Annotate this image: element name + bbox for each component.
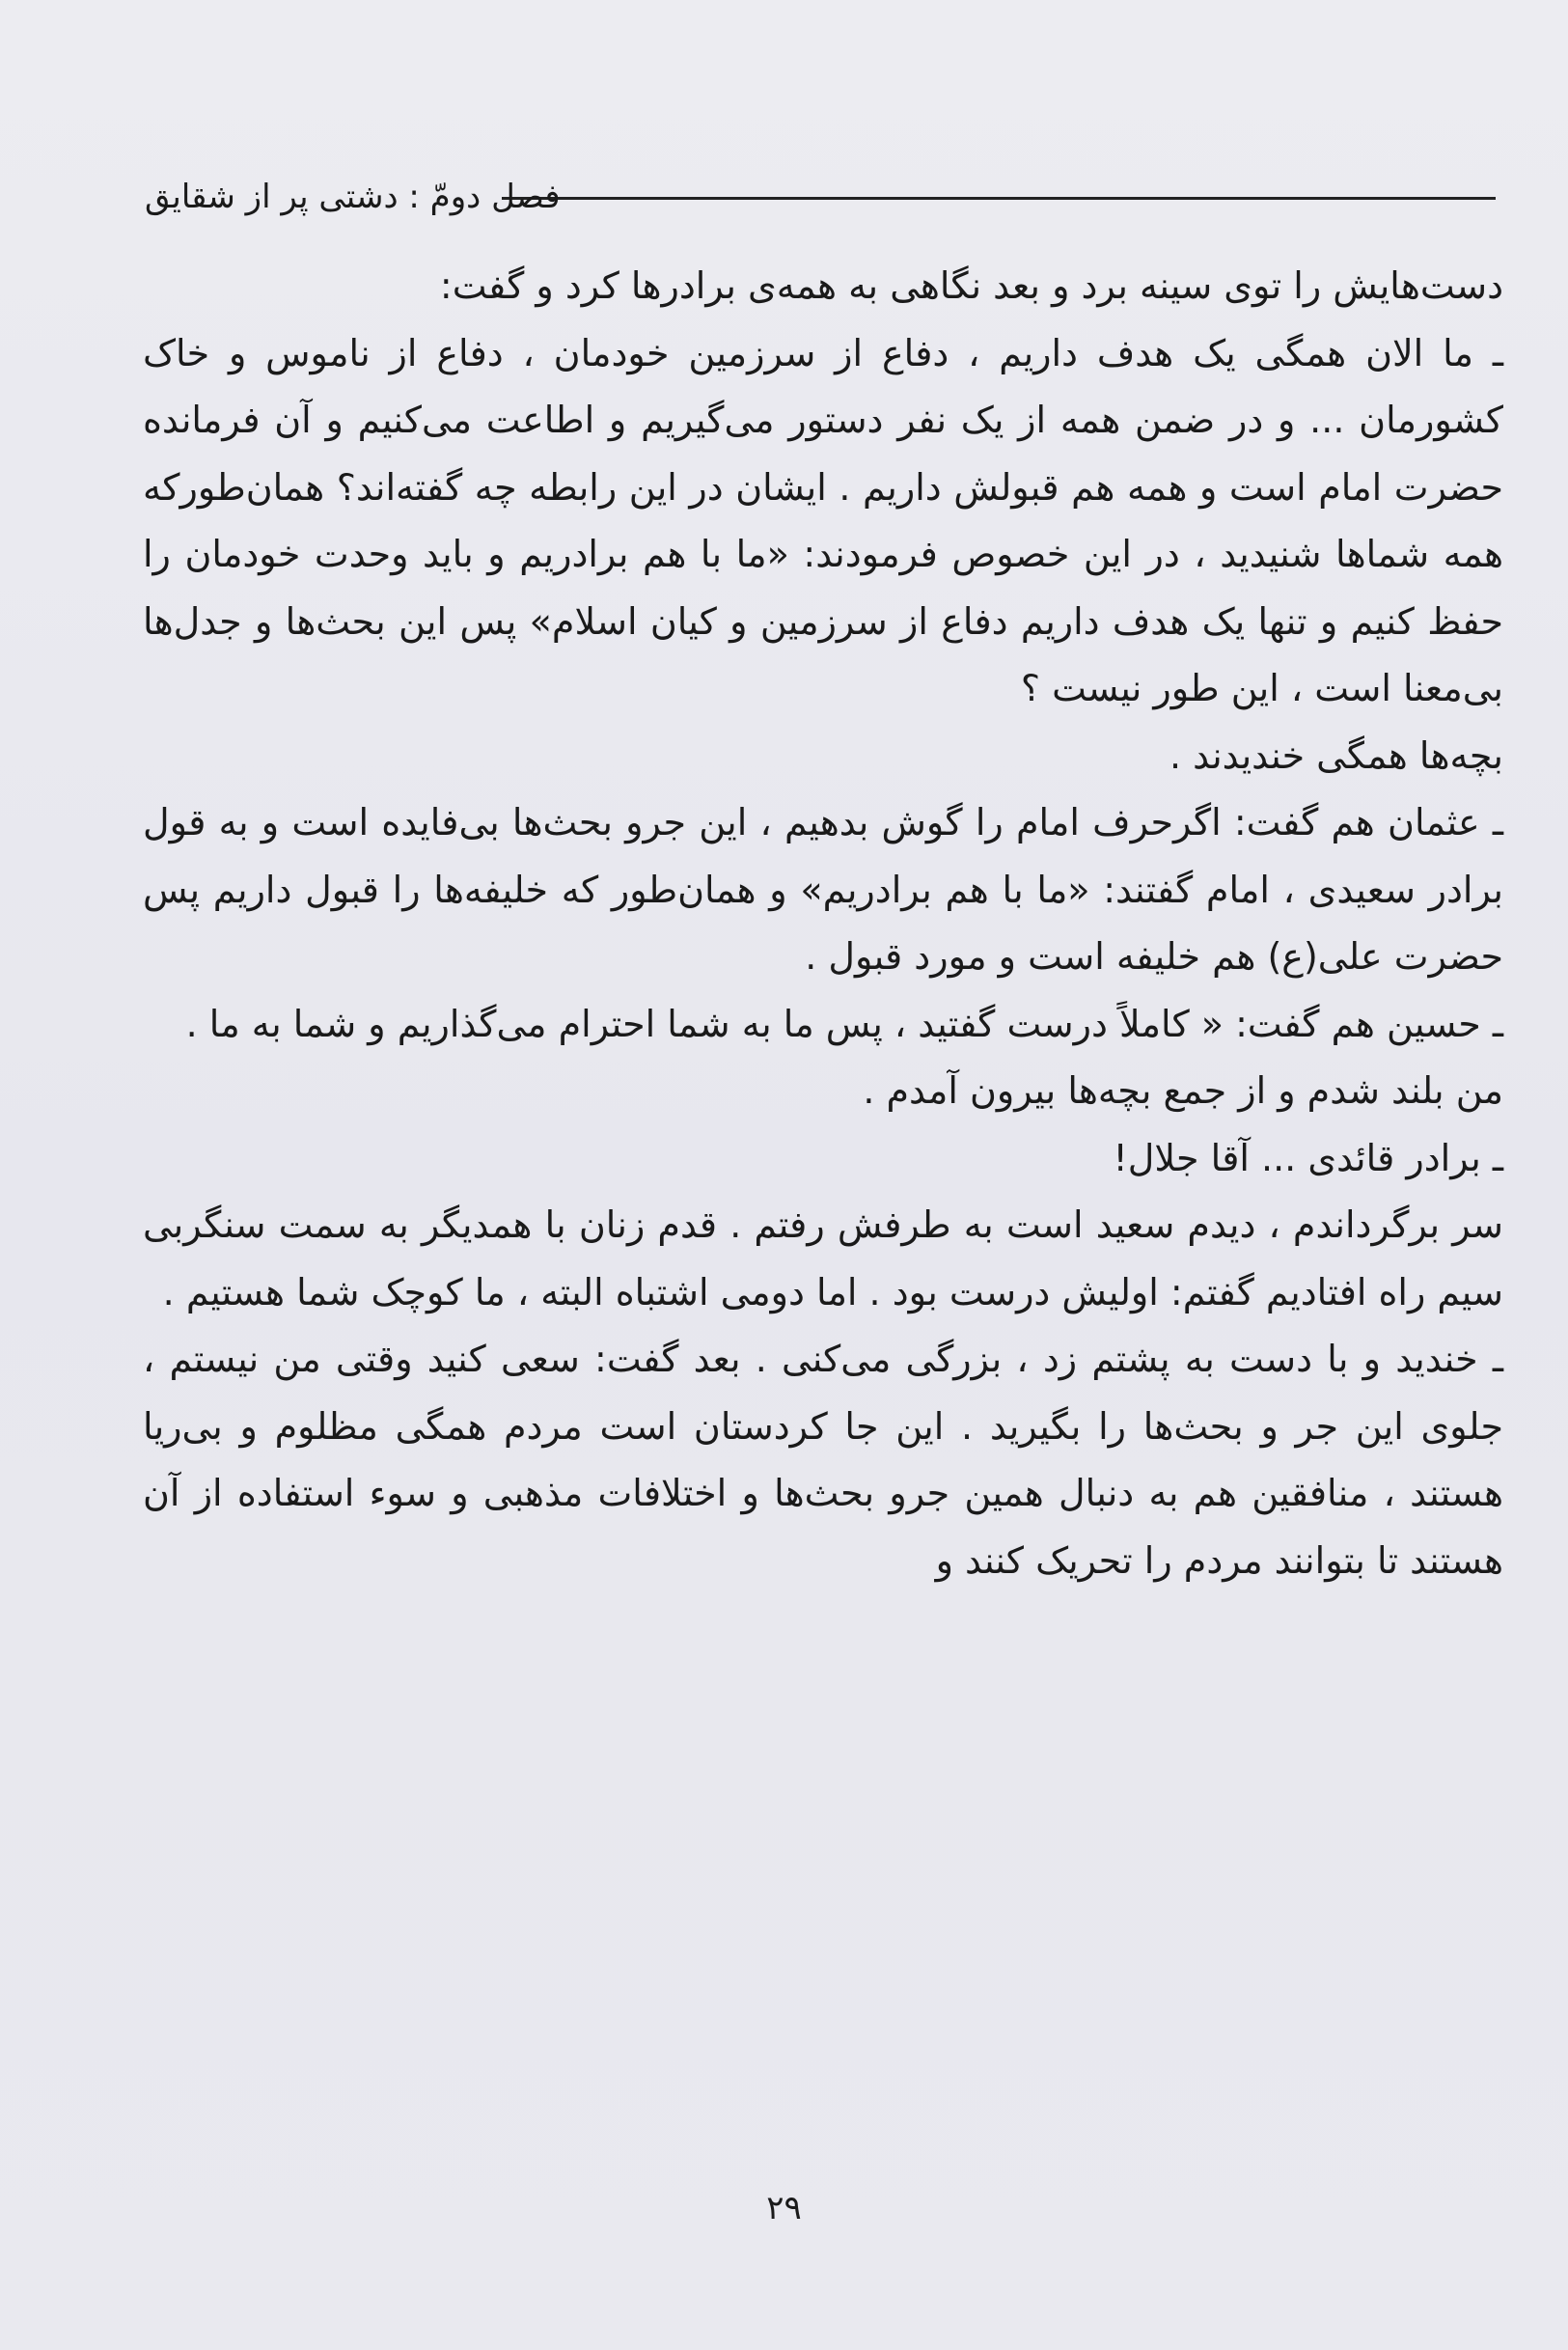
paragraph-6: من بلند شدم و از جمع بچه‌ها بیرون آمدم . — [863, 1069, 1503, 1112]
paragraph-5: ـ حسین هم گفت: « کاملاً درست گفتید ، پس ما به شما احترام می‌گذاریم و شما به ما . — [185, 1002, 1503, 1045]
paragraph-1: دست‌هایش را توی سینه برد و بعد نگاهی به همه‌ی برادرها کرد و گفت: — [439, 264, 1503, 307]
paragraph-9: ـ خندید و با دست به پشتم زد ، بزرگی می‌کنی . بعد گفت: سعی کنید وقتی من نیستم ، جلوی این جر و بحث‌ها را بگیرید . این جا کردستان است مردم همگی مظلوم و بی‌ریا هستند ، منافقین هم به دنبال همین جرو بحث‌ها و اختلافات مذهبی و سوء استفاده از آن هستند تا بتوانند مردم را تحریک کنند و — [143, 1338, 1503, 1582]
page-number: ۲۹ — [766, 2189, 802, 2227]
paragraph-2: ـ ما الان همگی یک هدف داریم ، دفاع از سرزمین خودمان ، دفاع از ناموس و خاک کشورمان ... و در ضمن همه از یک نفر دستور می‌گیریم و اطاعت می‌کنیم و آن فرمانده حضرت امام است و همه هم قبولش داریم . ایشان در این رابطه چه گفته‌اند؟ همان‌طورکه همه شماها شنیدید ، در این خصوص فرمودند: «ما با هم برادریم و باید وحدت خودمان را حفظ کنیم و تنها یک هدف داریم دفاع از سرزمین و کیان اسلام» پس این بحث‌ها و جدل‌ها بی‌معنا است ، این طور نیست ؟ — [143, 331, 1503, 709]
header-rule — [502, 197, 1496, 200]
body-text — [143, 253, 1503, 1594]
paragraph-4: ـ عثمان هم گفت: اگرحرف امام را گوش بدهیم ، این جرو بحث‌ها بی‌فایده است و به قول برادر سعیدی ، امام گفتند: «ما با هم برادریم» و همان‌طور که خلیفه‌ها را قبول داریم پس حضرت علی(ع) هم خلیفه است و مورد قبول . — [143, 801, 1503, 978]
paragraph-7: ـ برادر قائدی ... آقا جلال! — [1113, 1136, 1503, 1179]
chapter-title: فصل دومّ : دشتی پر از شقایق — [145, 178, 561, 216]
paragraph-3: بچه‌ها همگی خندیدند . — [1169, 733, 1503, 777]
running-header — [145, 176, 1496, 234]
paragraph-8: سر برگرداندم ، دیدم سعید است به طرفش رفتم . قدم زنان با همدیگر به سمت سنگربی سیم راه افتادیم گفتم: اولیش درست بود . اما دومی اشتباه البته ، ما کوچک شما هستیم . — [143, 1203, 1503, 1313]
